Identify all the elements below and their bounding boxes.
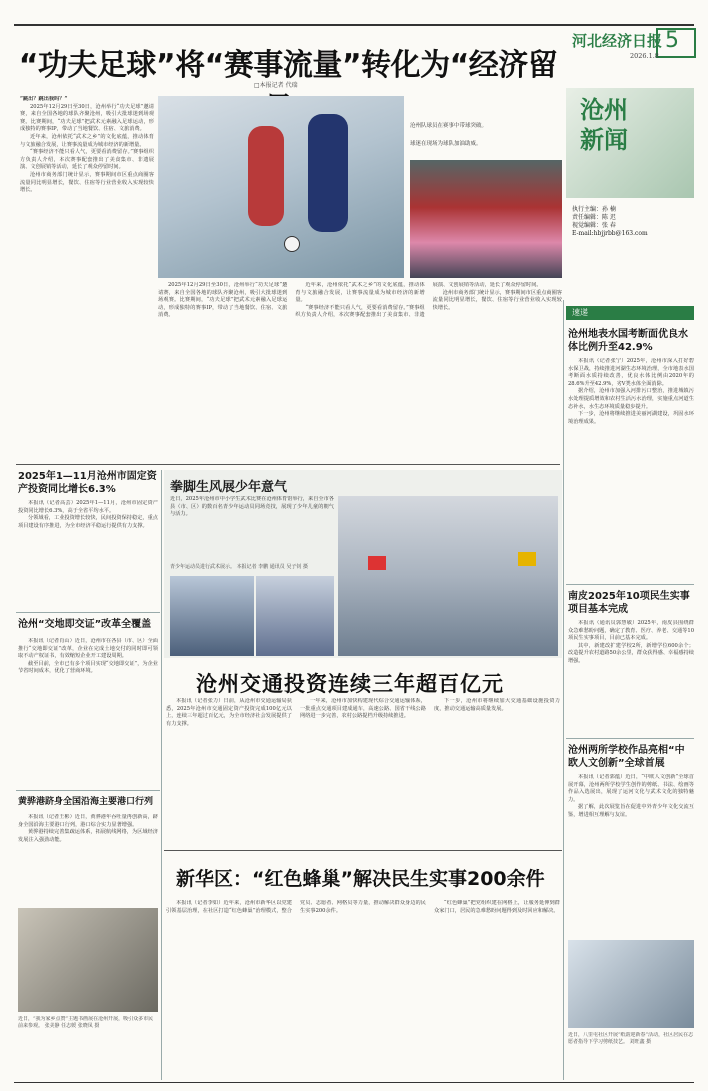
brief-paragraph: 下一步，沧州将继续推进美丽河湖建设，巩固水环境治理成果。 bbox=[568, 411, 694, 425]
divider bbox=[566, 584, 694, 585]
lead-photo-crowd bbox=[410, 160, 562, 278]
transport-paragraph: 下一步，沧州市将继续加大交通基础设施投资力度，推动交通运输高质量发展。 bbox=[434, 698, 560, 712]
lead-body-cont bbox=[158, 282, 562, 458]
player-blue bbox=[308, 114, 348, 232]
editor-line: 执行主编：孙 楠 bbox=[572, 206, 616, 213]
brief-2-title: 南皮2025年10项民生实事项目基本完成 bbox=[568, 591, 690, 615]
brief-paragraph: 本报讯（记者郭蕴）近日，“中欧人文创新”全球首展开幕，沧州两所学校学生创作的剪纸、书法、绘画等作品入选展出，展现了运河文化与武术文化的独特魅力。 bbox=[568, 774, 694, 803]
flag-icon bbox=[368, 556, 386, 570]
divider bbox=[16, 612, 160, 613]
column-rule bbox=[563, 300, 564, 1080]
brief-1-body bbox=[568, 358, 694, 580]
brief-photo-paper-cutting bbox=[568, 940, 694, 1028]
editor-line: 责任编辑：陈 迟 bbox=[572, 214, 616, 221]
column-rule bbox=[161, 470, 162, 1080]
exhibition-caption: 近日，“我为家乡点赞”主题书画展在沧州开展，吸引众多市民前来参观。 张美静 任志媛 张晓凤 摄 bbox=[18, 1016, 154, 1029]
exhibition-photo bbox=[18, 908, 158, 1012]
divider bbox=[566, 738, 694, 739]
xinhua-body bbox=[166, 900, 560, 1078]
transport-body bbox=[166, 698, 560, 836]
transport-paragraph: 一年来，沧州市加快构建现代综合交通运输体系，一批重点交通项目建成通车，高速公路、国省干线公路网络进一步完善，农村公路提档升级持续推进。 bbox=[300, 698, 426, 720]
reform-paragraph: 截至目前，全市已有多个项目实现“交地即交证”，为企业节省时间成本，优化了营商环境。 bbox=[18, 660, 158, 675]
xinhua-photo-caption: 近日，八里屯社区开展“纸韵迎新春”活动，社区居民在志愿者指导下学习剪纸技艺。 刘旺鑫 摄 bbox=[568, 1032, 694, 1045]
brief-1-title: 沧州地表水国考断面优良水体比例升至42.9% bbox=[568, 329, 688, 353]
huanghua-paragraph: 本报讯（记者王彬）近日，黄骅港年吞吐量再创新高，跻身全国沿海主要港口行列，港口综合实力显著增强。 bbox=[18, 814, 158, 828]
section-title: 沧州新闻 bbox=[580, 96, 628, 154]
transport-title: 沧州交通投资连续三年超百亿元 bbox=[196, 672, 504, 696]
lead-paragraph: “赛事经济不能只看人气，更要看消费留存。”赛事组织方负责人介绍，本次赛事配套推出了美食集市、非遗展演、文创展销等活动，延长了观众停留时间。 bbox=[20, 149, 154, 171]
editor-lines bbox=[572, 206, 692, 238]
huanghua-paragraph: 黄骅港持续完善集疏运体系，拓展航线网络，为区域经济发展注入强劲动能。 bbox=[18, 829, 158, 843]
invest-paragraph: 分领域看，工业投资增长较快，民间投资保持稳定，重点项目建设有序推进，为全市经济平稳运行提供有力支撑。 bbox=[18, 515, 158, 529]
photo-caption-2: 球迷在现场为球队加油助威。 bbox=[410, 141, 482, 147]
paper-name: 河北经济日报 bbox=[572, 32, 663, 50]
lead-paragraph: 2025年12月29日至30日，沧州举行“功夫足球”邀请赛，来自全国各地的球队齐聚沧州，吸引大批球迷到场观赛。比赛期间，“功夫足球”把武术元素融入足球运动，形成独特的赛事IP，带动了当地餐饮、住宿、文旅消费。 bbox=[158, 282, 288, 319]
brief-paragraph: 据了解，此次展览旨在促进中外青少年文化交流互鉴，增进相互理解与友谊。 bbox=[568, 804, 694, 818]
brief-paragraph: 其中，新建改扩建学校2所，新增学位600余个；改造提升农村道路50余公里，群众获得感、幸福感持续增强。 bbox=[568, 642, 694, 664]
brief-paragraph: 据介绍，沧州市加强入河排污口整治，推进城镇污水处理提质增效和农村生活污水治理，实施重点河道生态补水，水生态环境质量稳步提升。 bbox=[568, 388, 694, 410]
reform-paragraph: 本报讯（记者肖山）近日，沧州市在各县（市、区）全面推行“交地即交证”改革，企业在完成土地交付的同时即可领取不动产权证书，有效缩短企业开工建设周期。 bbox=[18, 638, 158, 660]
xinhua-title: 新华区：“红色蜂巢”解决民生实事200余件 bbox=[176, 868, 545, 890]
invest-body bbox=[18, 500, 158, 612]
lead-headline: “功夫足球”将“赛事流量”转化为“经济留 bbox=[18, 48, 558, 83]
huanghua-title: 黄骅港跻身全国沿海主要港口行列 bbox=[18, 797, 154, 807]
bottom-rule bbox=[14, 1082, 694, 1083]
football bbox=[284, 236, 300, 252]
lead-paragraph: 沧州市商务部门统计显示，赛事期间市区重点商圈客流量同比明显增长，餐饮、住宿等行业营业收入实现较快增长。 bbox=[20, 171, 154, 194]
divider bbox=[16, 464, 560, 465]
brief-3-body bbox=[568, 774, 694, 934]
huanghua-body bbox=[18, 814, 158, 904]
brief-2-body bbox=[568, 620, 694, 740]
feature-intro: 近日，2025年沧州市中小学生武术比赛在沧州体育馆举行，来自全市各县（市、区）的数百名青少年运动员同场竞技，展现了少年儿童的朝气与活力。 bbox=[170, 496, 334, 518]
lead-paragraph: 近年来，沧州依托“武术之乡”的文化底蕴，推动体育与文旅融合发展，让赛事流量成为城市经济的新增量。 bbox=[295, 282, 425, 304]
reform-title: 沧州“交地即交证”改革全覆盖 bbox=[18, 619, 152, 630]
photo-caption-1: 沧州队球员在赛事中带球突破。 bbox=[410, 123, 488, 129]
lead-body bbox=[20, 96, 154, 456]
brief-paragraph: 本报讯（通讯员郭慧敏）2025年，南皮县围绕群众急难愁盼问题，确定了教育、医疗、养老、交通等10项民生实事项目，目前已基本完成。 bbox=[568, 620, 694, 642]
lead-intro: “跳出？跳出我吗？” bbox=[20, 96, 68, 102]
lead-byline: □本报记者 代瑞 bbox=[254, 82, 298, 89]
issue-date: 2026.1.8 bbox=[630, 52, 659, 60]
transport-paragraph: 本报讯（记者张力）日前，从沧州市交通运输局获悉，2025年沧州市交通固定资产投资完成100亿元以上，连续三年超过百亿元，为全市经济社会发展提供了有力支撑。 bbox=[166, 698, 292, 727]
xinhua-paragraph: “红色蜂巢”把党组织建在网格上，让服务延伸到群众家门口，居民的急难愁盼问题得到及时回应和解决。 bbox=[434, 900, 560, 914]
feature-photo-small bbox=[170, 576, 254, 656]
lead-paragraph: 2025年12月29日至30日，沧州举行“功夫足球”邀请赛，来自全国各地的球队齐聚沧州，吸引大批球迷到场观赛。比赛期间，“功夫足球”把武术元素融入足球运动，形成独特的赛事IP，带动了当地餐饮、住宿、文旅消费。 bbox=[20, 103, 154, 133]
invest-title: 2025年1—11月沧州市固定资产投资同比增长6.3% bbox=[18, 471, 157, 495]
feature-title: 拳脚生风展少年意气 bbox=[170, 480, 288, 495]
top-rule bbox=[14, 24, 694, 26]
editor-line: E-mail:hbjjrbb@163.com bbox=[572, 230, 648, 237]
brief-3-title: 沧州两所学校作品亮相“中欧人文创新”全球首展 bbox=[568, 745, 685, 769]
divider bbox=[164, 850, 562, 851]
editor-line: 视觉编辑：张 春 bbox=[572, 222, 616, 229]
page-number: 5 bbox=[665, 28, 679, 53]
divider bbox=[16, 790, 160, 791]
lead-photo-football bbox=[158, 96, 404, 278]
reform-body bbox=[18, 638, 158, 788]
lead-paragraph: 沧州市商务部门统计显示，赛事期间市区重点商圈客流量同比明显增长，餐饮、住宿等行业营业收入实现较快增长。 bbox=[432, 289, 562, 311]
player-red bbox=[248, 126, 284, 226]
flag-icon bbox=[518, 552, 536, 566]
lead-paragraph: “赛事经济不能只看人气，更要看消费留存。”赛事组织方负责人介绍，本次赛事配套推出了美食集市、非遗展演、文创展销等活动，延长了观众停留时间。 bbox=[295, 282, 542, 319]
invest-paragraph: 本报讯（记者高芸）2025年1—11月，沧州市固定资产投资同比增长6.3%，高于全省平均水平。 bbox=[18, 500, 158, 514]
feature-photo-main bbox=[338, 496, 558, 656]
brief-paragraph: 本报讯（记者张宁）2025年，沧州市深入打好碧水保卫战，持续推进河湖生态环境治理，全市地表水国考断面水质持续改善，优良水体比例由2020年的28.6%升至42.9%，劣Ⅴ类水体全面消除。 bbox=[568, 358, 694, 387]
feature-caption: 青少年运动员进行武术展示。 本报记者 李鹏 通讯员 吴子钊 摄 bbox=[170, 564, 308, 570]
xinhua-paragraph: 本报讯（记者李如）近年来，沧州市新华区以党建引领基层治理，在社区打造“红色蜂巢”治理模式，整合党员、志愿者、网格员等力量，推动解决群众身边的民生实事200余件。 bbox=[166, 900, 426, 914]
kicker-label: 速递 bbox=[572, 308, 588, 317]
feature-photo-group bbox=[256, 576, 334, 656]
lead-paragraph: 近年来，沧州依托“武术之乡”的文化底蕴，推动体育与文旅融合发展，让赛事流量成为城市经济的新增量。 bbox=[20, 133, 154, 148]
